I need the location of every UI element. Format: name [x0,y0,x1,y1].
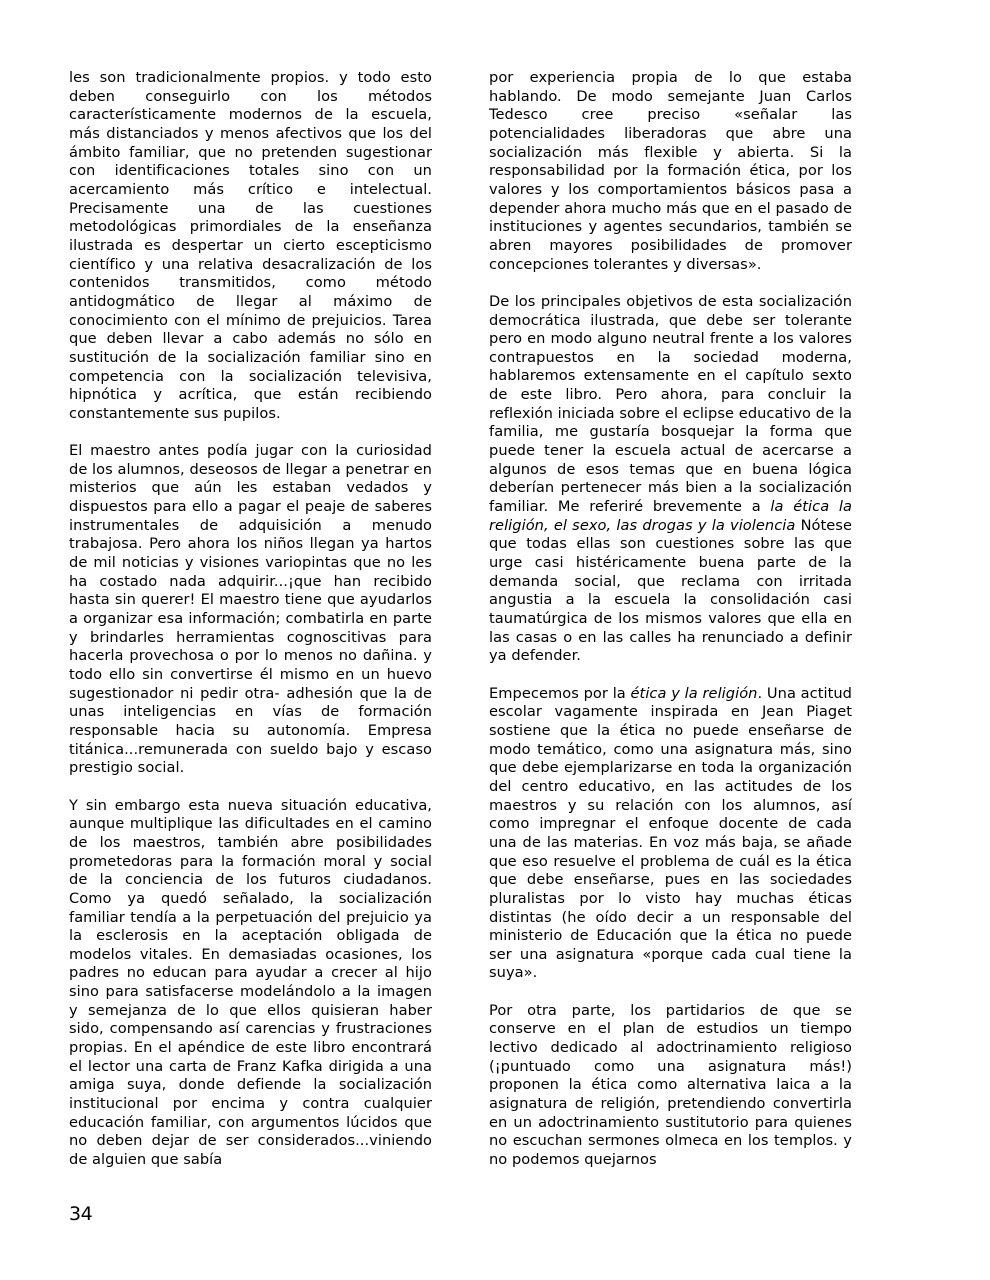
paragraph: El maestro antes podía jugar con la curiosidad de los alumnos, deseosos de llegar a penetrar en misterios que aún les estaban vedados y dispuestos para ello a pagar el peaje de saberes instrumentales de adquisición a menudo trabajosa. Pero ahora los niños llegan ya hartos de mil noticias y visiones variopintas que no les ha costado nada adquirir...¡que han recibido hasta sin querer! El maestro tiene que ayudarlos a organizar esa información; combatirla en parte y brindarles herramientas cognoscitivas para hacerla provechosa o por lo menos no dañina. y todo ello sin convertirse él mismo en un huevo sugestionador ni pedir otra- adhesión que la de unas inteligencias en vías de formación responsable hacia su autonomía. Empresa titánica...remunerada con sueldo bajo y escaso prestigio social. [69,442,432,777]
paragraph [489,685,852,984]
paragraph-text: Empecemos por la [489,684,631,702]
paragraph: les son tradicionalmente propios. y todo esto deben conseguirlo con los métodos característicamente modernos de la escuela, más distanciados y menos afectivos que los del ámbito familiar, que no pretenden sugestionar con identificaciones totales sino con un acercamiento más crítico e intelectual. Precisamente una de las cuestiones metodológicas primordiales de la enseñanza ilustrada es despertar un cierto escepticismo científico y una relativa desacralización de los contenidos transmitidos, como método antidogmático de llegar al máximo de conocimiento con el mínimo de prejuicios. Tarea que deben llevar a cabo además no sólo en sustitución de la socialización familiar sino en competencia con la socialización televisiva, hipnótica y acrítica, que están recibiendo constantemente sus pupilos. [69,69,432,422]
paragraph-text: De los principales objetivos de esta socialización democrática ilustrada, que debe ser tolerante pero en modo alguno neutral frente a los valores contrapuestos en la sociedad moderna, hablaremos extensamente en el capítulo sexto de este libro. Pero ahora, para concluir la reflexión iniciada sobre el eclipse educativo de la familia, me gustaría bosquejar la forma que puede tener la escuela actual de acercarse a algunos de esos temas que en buena lógica deberían pertenecer más bien a la socialización familiar. Me referiré brevemente a [489,292,852,516]
paragraph [489,293,852,666]
italic-emphasis: la ética la religión, el sexo, las drogas y la violencia [489,498,853,534]
right-column [489,69,852,1170]
paragraph-text: . Una actitud escolar vagamente inspirada en Jean Piaget sostiene que la ética no puede enseñarse de modo temático, como una asignatura más, sino que debe ejemplarizarse en toda la organización del centro educativo, en las actitudes de los maestros y su relación con los alumnos, así como impregnar el enfoque docente de cada una de las materias. En voz más baja, se añade que eso resuelve el problema de cuál es la ética que debe enseñarse, pues en las sociedades pluralistas por lo visto hay muchas éticas distintas (he oído decir a un responsable del ministerio de Educación que la ética no puede ser una asignatura «porque cada cual tiene la suya». [489,684,852,982]
page-number: 34 [69,1203,93,1225]
paragraph: Y sin embargo esta nueva situación educativa, aunque multiplique las dificultades en el camino de los maestros, también abre posibilidades prometedoras para la formación moral y social de la conciencia de los futuros ciudadanos. Como ya quedó señalado, la socialización familiar tendía a la perpetuación del prejuicio ya la esclerosis en la aceptación obligada de modelos vitales. En demasiadas ocasiones, los padres no educan para ayudar a crecer al hijo sino para satisfacerse modelándolo a la imagen y semejanza de lo que ellos quisieran haber sido, compensando así carencias y frustraciones propias. En el apéndice de este libro encontrará el lector una carta de Franz Kafka dirigida a una amiga suya, donde defiende la socialización institucional por encima y contra cualquier educación familiar, con argumentos lúcidos que no deben dejar de ser considerados...viniendo de alguien que sabía [69,796,432,1169]
paragraph-text: Nótese que todas ellas son cuestiones sobre las que urge casi histéricamente buena parte de la demanda social, que reclama con irritada angustia a la escuela la consolidación casi taumatúrgica de los mismos valores que ella en las casas o en las calles ha renunciado a definir ya defender. [489,516,852,665]
left-column [69,69,432,1170]
paragraph: Por otra parte, los partidarios de que se conserve en el plan de estudios un tiempo lectivo dedicado al adoctrinamiento religioso (¡puntuado como una asignatura más!) proponen la ética como alternativa laica a la asignatura de religión, pretendiendo convertirla en un adoctrinamiento sustitutorio para quienes no escuchan sermones olmeca en los templos. y no podemos quejarnos [489,1001,852,1169]
paragraph: por experiencia propia de lo que estaba hablando. De modo semejante Juan Carlos Tedesco cree preciso «señalar las potencialidades liberadoras que abre una socialización más flexible y abierta. Si la responsabilidad por la formación ética, por los valores y los comportamientos básicos pasa a depender ahora mucho más que en el pasado de instituciones y agentes secundarios, también se abren mayores posibilidades de promover concepciones tolerantes y diversas». [489,69,852,273]
italic-emphasis: ética y la religión [630,684,758,702]
